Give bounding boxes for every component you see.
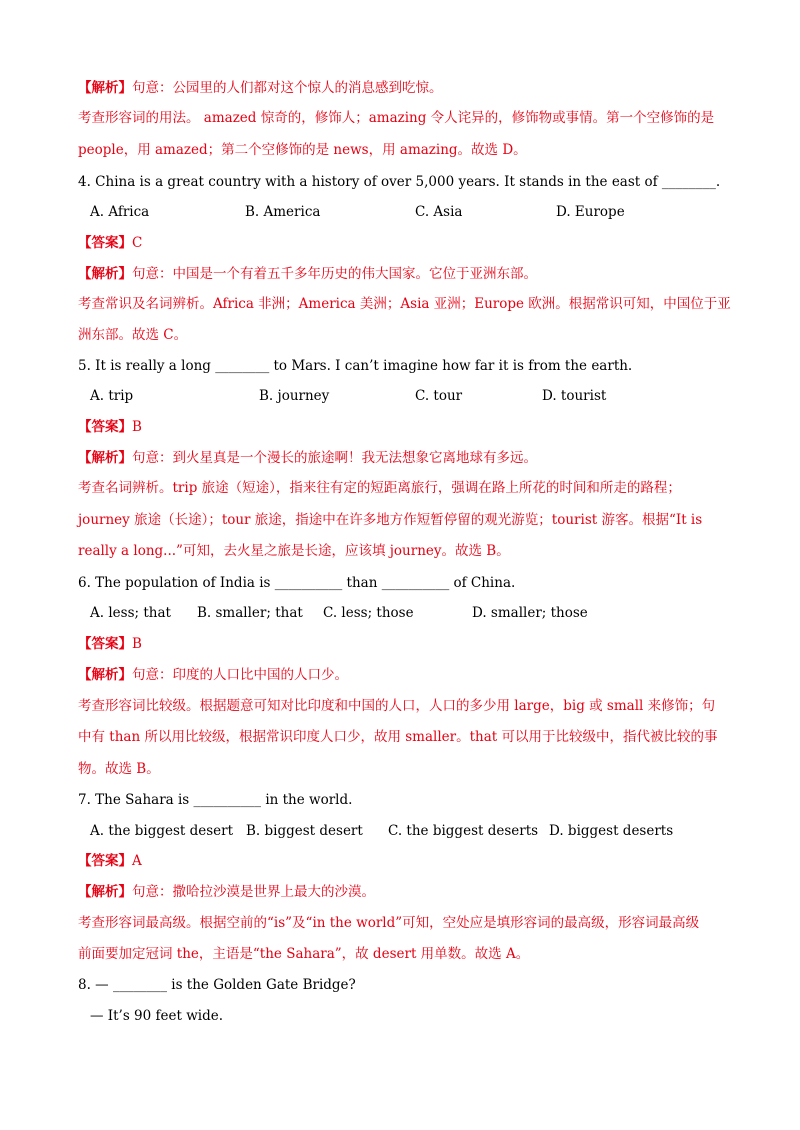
q6-analysis (78, 665, 730, 685)
q5-analysis (78, 448, 730, 468)
q4-explanation-line-1: 考查常识及名词辨析。Africa 非洲；America 美洲；Asia 亚洲；Europe 欧洲。根据常识可知，中国位于亚 (78, 296, 731, 312)
q4-option-b: B. America (245, 204, 321, 220)
q7-stem: 7. The Sahara is __________ in the world. (78, 792, 353, 808)
q6-answer (78, 634, 730, 654)
q7-explanation-line-2: 前面要加定冠词 the，主语是“the Sahara”，故 desert 用单数。故选 A。 (78, 946, 530, 962)
q5-option-b: B. journey (259, 388, 330, 404)
q6-option-c: C. less; those (323, 605, 414, 621)
answer-tag: 【答案】 (78, 419, 132, 435)
q5-option-c: C. tour (415, 388, 463, 404)
q6-stem: 6. The population of India is __________ than __________ of China. (78, 575, 516, 591)
q8-stem: 8. — ________ is the Golden Gate Bridge? (78, 977, 356, 993)
answer-tag: 【答案】 (78, 853, 132, 869)
q7-option-a: A. the biggest desert (90, 823, 234, 839)
analysis-text: 句意：中国是一个有着五千多年历史的伟大国家。它位于亚洲东部。 (132, 266, 537, 282)
answer-tag: 【答案】 (78, 235, 132, 251)
answer-value: B (132, 419, 142, 435)
q4-option-c: C. Asia (415, 204, 463, 220)
q5-explanation-line-3: really a long...”可知，去火星之旅是长途，应该填 journey。故选 B。 (78, 543, 510, 559)
analysis-tag: 【解析】 (78, 884, 132, 900)
analysis-tag: 【解析】 (78, 266, 132, 282)
answer-tag: 【答案】 (78, 636, 132, 652)
q7-option-c: C. the biggest deserts (388, 823, 539, 839)
q3-analysis (78, 78, 730, 98)
q5-explanation-line-1: 考查名词辨析。trip 旅途（短途），指来往有定的短距离旅行，强调在路上所花的时间和所走的路程； (78, 480, 681, 496)
q4-explanation-line-2: 洲东部。故选 C。 (78, 327, 188, 343)
q6-option-a: A. less; that (90, 605, 171, 621)
q6-explanation-line-3: 物。故选 B。 (78, 761, 160, 777)
analysis-tag: 【解析】 (78, 667, 132, 683)
answer-value: A (132, 853, 142, 869)
q4-analysis (78, 264, 730, 284)
q5-answer (78, 417, 730, 437)
answer-value: B (132, 636, 142, 652)
q5-option-a: A. trip (90, 388, 134, 404)
q5-stem: 5. It is really a long ________ to Mars. I can’t imagine how far it is from the earth. (78, 358, 633, 374)
q3-explanation-line-2: people，用 amazed；第二个空修饰的是 news，用 amazing。故选 D。 (78, 142, 527, 158)
q5-explanation-line-2: journey 旅途（长途）；tour 旅途，指途中在许多地方作短暂停留的观光游览；tourist 游客。根据“It is (78, 512, 703, 528)
analysis-text: 句意：撒哈拉沙漠是世界上最大的沙漠。 (132, 884, 375, 900)
analysis-text: 句意：到火星真是一个漫长的旅途啊！我无法想象它离地球有多远。 (132, 450, 537, 466)
q7-explanation-line-1: 考查形容词最高级。根据空前的“is”及“in the world”可知，空处应是填形容词的最高级，形容词最高级 (78, 915, 700, 931)
q7-option-b: B. biggest desert (246, 823, 363, 839)
analysis-text: 句意：印度的人口比中国的人口少。 (132, 667, 348, 683)
q7-option-d: D. biggest deserts (549, 823, 674, 839)
q6-option-d: D. smaller; those (472, 605, 588, 621)
q4-stem: 4. China is a great country with a history of over 5,000 years. It stands in the east of ________. (78, 174, 721, 190)
q4-option-d: D. Europe (556, 204, 625, 220)
q8-reply: — It’s 90 feet wide. (90, 1008, 224, 1024)
q6-explanation-line-2: 中有 than 所以用比较级，根据常识印度人口少，故用 smaller。that 可以用于比较级中，指代被比较的事 (78, 729, 718, 745)
q4-option-a: A. Africa (90, 204, 150, 220)
analysis-tag: 【解析】 (78, 80, 132, 96)
q6-explanation-line-1: 考查形容词比较级。根据题意可知对比印度和中国的人口，人口的多少用 large，big 或 small 来修饰；句 (78, 698, 716, 714)
q3-explanation-line-1: 考查形容词的用法。 amazed 惊奇的，修饰人；amazing 令人诧异的，修饰物或事情。第一个空修饰的是 (78, 110, 715, 126)
q7-analysis (78, 882, 730, 902)
q7-answer (78, 851, 730, 871)
q6-option-b: B. smaller; that (197, 605, 303, 621)
q5-option-d: D. tourist (542, 388, 607, 404)
analysis-tag: 【解析】 (78, 450, 132, 466)
answer-value: C (132, 235, 143, 251)
analysis-text: 句意：公园里的人们都对这个惊人的消息感到吃惊。 (132, 80, 443, 96)
q4-answer (78, 233, 730, 253)
